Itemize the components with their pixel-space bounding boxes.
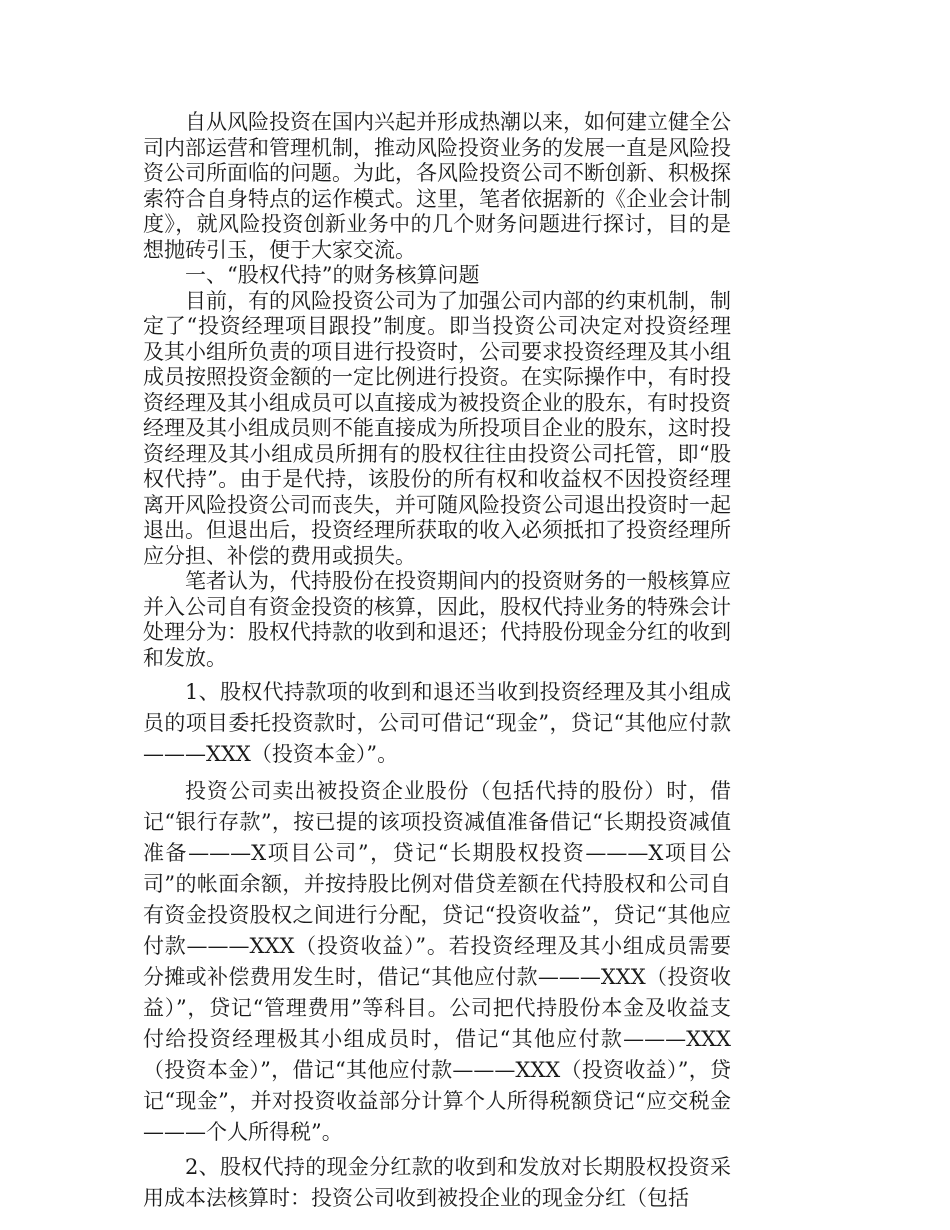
numbered-paragraph: 1、股权代持款项的收到和退还当收到投资经理及其小组成员的项目委托投资款时，公司可借记“现金”，贷记“其他应付款———XXX（投资本金）”。 bbox=[143, 680, 731, 766]
body-paragraph: 目前，有的风险投资公司为了加强公司内部的约束机制，制定了“投资经理项目跟投”制度。即当投资公司决定对投资经理及其小组所负责的项目进行投资时，公司要求投资经理及其小组成员按照投资金额的一定比例进行投资。在实际操作中，有时投资经理及其小组成员可以直接成为被投资企业的股东，有时投资经理及其小组成员则不能直接成为所投项目企业的股东，这时投资经理及其小组成员所拥有的股权往往由投资公司托管，即“股权代持”。由于是代持，该股份的所有权和收益权不因投资经理离开风险投资公司而丧失，并可随风险投资公司退出投资时一起退出。但退出后，投资经理所获取的收入必须抵扣了投资经理所应分担、补偿的费用或损失。 bbox=[143, 288, 731, 568]
body-paragraph: 投资公司卖出被投资企业股份（包括代持的股份）时，借记“银行存款”，按已提的该项投资减值准备借记“长期投资减值准备———X项目公司”，贷记“长期股权投资———X项目公司”的帐面余额，并按持股比例对借贷差额在代持股权和公司自有资金投资股权之间进行分配，贷记“投资收益”，贷记“其他应付款———XXX（投资收益）”。若投资经理及其小组成员需要分摊或补偿费用发生时，借记“其他应付款———XXX（投资收益）”，贷记“管理费用”等科目。公司把代持股份本金及收益支付给投资经理极其小组成员时，借记“其他应付款———XXX（投资本金）”，借记“其他应付款———XXX（投资收益）”，贷记“现金”，并对投资收益部分计算个人所得税额贷记“应交税金———个人所得税”。 bbox=[143, 779, 731, 1144]
section-heading: 一、“股权代持”的财务核算问题 bbox=[185, 263, 480, 287]
numbered-paragraph: 2、股权代持的现金分红款的收到和发放对长期股权投资采用成本法核算时：投资公司收到被投企业的现金分红（包括 bbox=[143, 1155, 731, 1210]
body-paragraph: 笔者认为，代持股份在投资期间内的投资财务的一般核算应并入公司自有资金投资的核算，因此，股权代持业务的特殊会计处理分为：股权代持款的收到和退还；代持股份现金分红的收到和发放。 bbox=[143, 569, 731, 670]
intro-paragraph: 自从风险投资在国内兴起并形成热潮以来，如何建立健全公司内部运营和管理机制，推动风险投资业务的发展一直是风险投资公司所面临的问题。为此，各风险投资公司不断创新、积极探索符合自身特点的运作模式。这里，笔者依据新的《企业会计制度》，就风险投资创新业务中的几个财务问题进行探讨，目的是想抛砖引玉，便于大家交流。 bbox=[143, 110, 731, 262]
document-body bbox=[143, 110, 731, 1214]
